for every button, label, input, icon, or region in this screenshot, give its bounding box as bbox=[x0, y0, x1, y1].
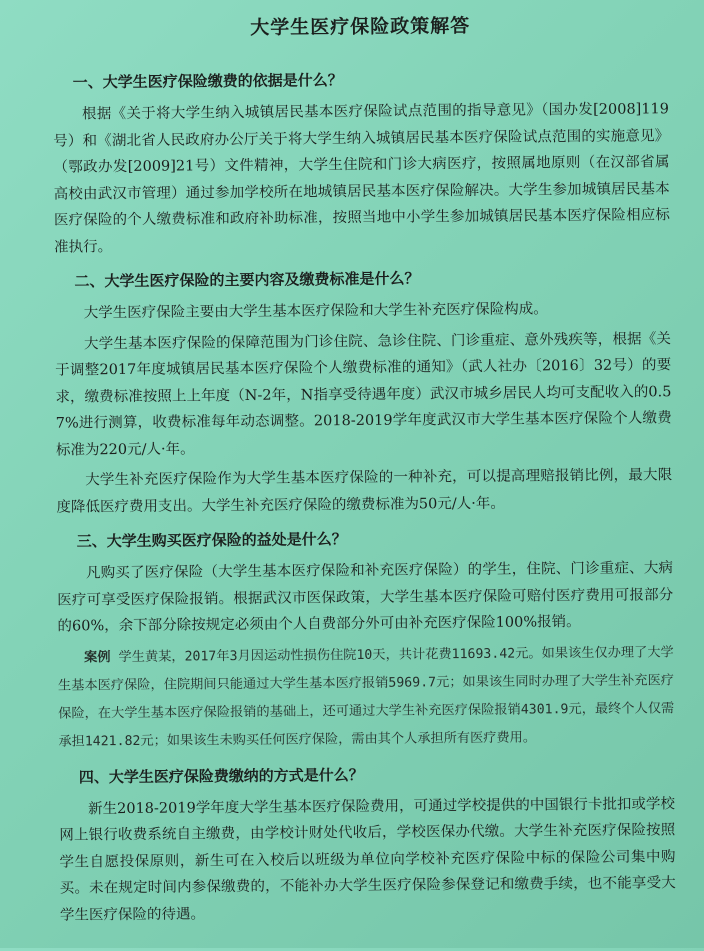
section-4 bbox=[59, 761, 676, 929]
section-heading: 三、大学生购买医疗保险的益处是什么？ bbox=[76, 530, 347, 551]
case-text: 学生黄某，2017年3月因运动性损伤住院10天，共计花费11693.42元。如果该生仅办理了大学生基本医疗保险，住院期间只能通过大学生基本医疗报销5969.7元；如果该生同时办理了大学生补充医疗保险，在大学生基本医疗保险报销的基础上，还可通过大学生补充医疗保险报销4301.9元，最终个人仅需承担1421.82元；如果该生未购买任何医疗保险，需由其个人承担所有医疗费用。 bbox=[57, 644, 675, 750]
section-heading: 四、大学生医疗保险费缴纳的方式是什么？ bbox=[78, 765, 364, 786]
section-3 bbox=[57, 525, 675, 756]
case-example bbox=[58, 639, 675, 756]
page-title: 大学生医疗保险政策解答 bbox=[250, 14, 471, 39]
section-2 bbox=[54, 265, 672, 520]
paragraph: 根据《关于将大学生纳入城镇居民基本医疗保险试点范围的指导意见》（国办发[2008]119号）和《湖北省人民政府办公厅关于将大学生纳入城镇居民基本医疗保险试点范围的实施意见》（鄂政办发[2009]21号）文件精神，大学生住院和门诊大病医疗，按照属地原则（在汉部省属高校由武汉市管理）通过参加学校所在地城镇居民基本医疗保险解决。大学生参加城镇居民基本医疗保险的个人缴费标准和政府补助标准，按照当地中小学生参加城镇居民基本医疗保险相应标准执行。 bbox=[53, 101, 670, 256]
case-label: 案例 bbox=[84, 649, 111, 665]
section-heading: 一、大学生医疗保险缴费的依据是什么？ bbox=[72, 71, 343, 92]
paragraph: 大学生医疗保险主要由大学生基本医疗保险和大学生补充医疗保险构成。 bbox=[83, 301, 548, 322]
paragraph: 大学生补充医疗保险作为大学生基本医疗保险的一种补充，可以提高理赔报销比例，最大限度降低医疗费用支出。大学生补充医疗保险的缴费标准为50元/人·年。 bbox=[56, 467, 673, 516]
section-1 bbox=[53, 66, 671, 260]
paragraph: 新生2018-2019学年度大学生基本医疗保险费用，可通过学校提供的中国银行卡批扣或学校网上银行收费系统自主缴费，由学校计财处代收后，学校医保办代缴。大学生补充医疗保险按照学生自愿投保原则，新生可在入校后以班级为单位向学校补充医疗保险中标的保险公司集中购买。未在规定时间内参保缴费的，不能补办大学生医疗保险参保登记和缴费手续，也不能享受大学生医疗保险的待遇。 bbox=[59, 795, 676, 924]
section-heading: 二、大学生医疗保险的主要内容及缴费标准是什么？ bbox=[74, 269, 420, 291]
paragraph: 大学生基本医疗保险的保障范围为门诊住院、急诊住院、门诊重症、意外残疾等，根据《关于调整2017年度城镇居民基本医疗保险个人缴费标准的通知》（武人社办〔2016〕32号）的要求，缴费标准按照上上年度（N-2年，N指享受待遇年度）武汉市城乡居民人均可支配收入的0.57%进行测算，收费标准每年动态调整。2018-2019学年度武汉市大学生基本医疗保险个人缴费标准为220元/人·年。 bbox=[55, 330, 672, 459]
paragraph: 凡购买了医疗保险（大学生基本医疗保险和补充医疗保险）的学生，住院、门诊重症、大病医疗可享受医疗保险报销。根据武汉市医保政策，大学生基本医疗保险可赔付医疗费用可报部分的60%，余下部分除按规定必须由个人自费部分外可由补充医疗保险100%报销。 bbox=[57, 560, 674, 635]
